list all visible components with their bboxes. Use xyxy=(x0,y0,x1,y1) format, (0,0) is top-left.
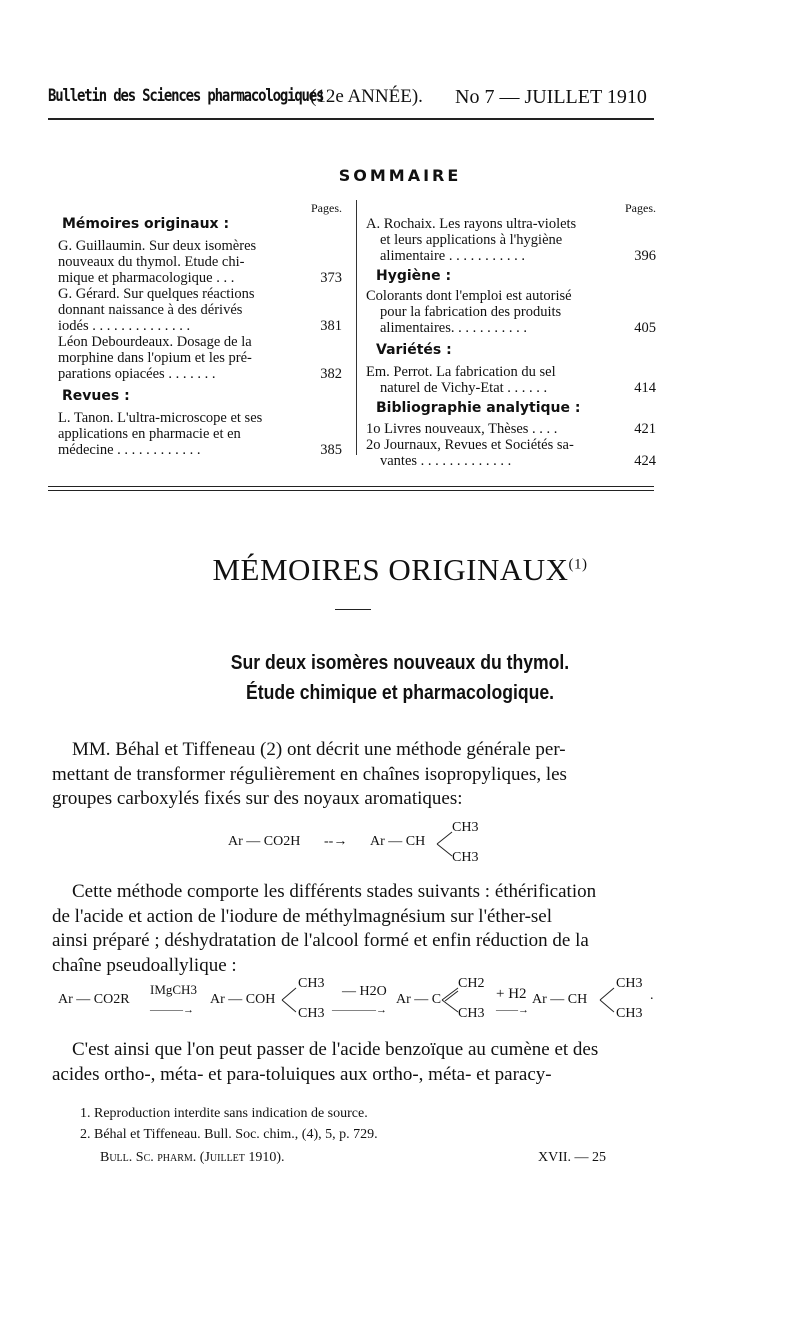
footer-citation: Bull. Sc. pharm. (Juillet 1910). xyxy=(100,1150,285,1165)
branch-bracket xyxy=(280,986,298,1014)
toc-entry: Léon Debourdeaux. Dosage de la morphine dans l'opium et les pré- parations opiacées . . . . . . . 382 xyxy=(58,334,342,382)
double-rule-bottom xyxy=(48,490,654,491)
toc-page: 424 xyxy=(634,453,656,469)
double-bond-bracket xyxy=(440,986,460,1014)
section-varietes: Variétés : xyxy=(376,342,452,358)
paragraph-2: Cette méthode comporte les différents stades suivants : éthérification de l'acide et action de l'iodure de méthylmagnésium sur l'éther-sel ainsi préparé ; déshydratation de l'alcool formé et enfin réduction de la chaîne pseudoallylique : xyxy=(52,881,597,976)
toc-page: 396 xyxy=(634,248,656,264)
branch-bracket xyxy=(598,986,616,1014)
toc-entry: Em. Perrot. La fabrication du sel naturel de Vichy-Etat . . . . . . 414 xyxy=(366,364,656,396)
section-memoires: Mémoires originaux : xyxy=(62,216,230,232)
arrow: ——→ xyxy=(496,1004,529,1016)
header-rule xyxy=(48,118,654,120)
journal-title: Bulletin des Sciences pharmacologiques xyxy=(48,86,324,106)
section-note: (1) xyxy=(568,556,588,573)
footer-page-signature: XVII. — 25 xyxy=(538,1150,607,1165)
journal-year: (12e ANNÉE). xyxy=(310,86,423,107)
section-revues: Revues : xyxy=(62,388,130,404)
toc-page: 421 xyxy=(634,421,656,437)
toc-page: 382 xyxy=(320,366,342,382)
sommaire-right-column xyxy=(366,200,656,469)
toc-page: 414 xyxy=(634,380,656,396)
paragraph-1: MM. Béhal et Tiffeneau (2) ont décrit une méthode générale per- mettant de transformer régulièrement en chaînes isopropyliques, les groupes carboxylés fixés sur des noyaux aromatiques: xyxy=(52,739,567,809)
issue-number: No 7 — JUILLET 1910 xyxy=(455,86,647,108)
branch-bracket xyxy=(434,830,454,858)
double-rule-top xyxy=(48,486,654,487)
arrow: ————→ xyxy=(332,1004,387,1016)
column-divider xyxy=(356,200,357,455)
toc-page: 381 xyxy=(320,318,342,334)
formula-2: Ar — CO2R IMgCH3 ———→ Ar — COH CH3 CH3 — H2O ————→ Ar — C CH2 CH3 + H2 ——→ Ar — CH CH3 CH3 . xyxy=(58,976,654,1021)
toc-entry: A. Rochaix. Les rayons ultra-violets et leurs applications à l'hygiène alimentaire . . . . . . . . . . . 396 xyxy=(366,216,656,264)
arrow: ———→ xyxy=(150,1004,194,1016)
section-title: MÉMOIRES ORIGINAUX$^{(1)}$ xyxy=(212,552,588,587)
toc-entry: 2o Journaux, Revues et Sociétés sa- vantes . . . . . . . . . . . . . 424 xyxy=(366,437,656,469)
footnote-2: 2. Béhal et Tiffeneau. Bull. Soc. chim., (4), 5, p. 729. xyxy=(80,1127,378,1142)
toc-page: 373 xyxy=(320,270,342,286)
footnote-1: 1. Reproduction interdite sans indication de source. xyxy=(80,1106,368,1121)
sommaire-left-column xyxy=(58,200,342,458)
toc-entry: Colorants dont l'emploi est autorisé pour la fabrication des produits alimentaires. . . . . . . . . . . 405 xyxy=(366,288,656,336)
toc-entry: G. Guillaumin. Sur deux isomères nouveaux du thymol. Etude chi- mique et pharmacologique . . . 373 xyxy=(58,238,342,286)
toc-entry: G. Gérard. Sur quelques réactions donnant naissance à des dérivés iodés . . . . . . . . . . . . . . 381 xyxy=(58,286,342,334)
toc-entry: L. Tanon. L'ultra-microscope et ses applications en pharmacie et en médecine . . . . . . . . . . . . 385 xyxy=(58,410,342,458)
section-hygiene: Hygiène : xyxy=(376,268,452,284)
section-bibliographie: Bibliographie analytique : xyxy=(376,400,581,416)
article-title-line1: Sur deux isomères nouveaux du thymol. xyxy=(230,652,570,674)
paragraph-3: C'est ainsi que l'on peut passer de l'acide benzoïque au cumène et des acides ortho-, méta- et para-toluiques aux ortho-, méta- et paracy- xyxy=(52,1039,599,1085)
toc-entry: 1o Livres nouveaux, Thèses . . . . 421 xyxy=(366,421,656,437)
sommaire-title: SOMMAIRE xyxy=(338,166,462,185)
toc-page: 405 xyxy=(634,320,656,336)
formula-end-dot: . xyxy=(650,988,654,1003)
pages-label-right: Pages. xyxy=(625,201,656,215)
pages-label-left: Pages. xyxy=(311,201,342,215)
title-rule xyxy=(335,609,371,610)
toc-page: 385 xyxy=(320,442,342,458)
formula-1: Ar — CO2H --→ Ar — CH CH3 CH3 xyxy=(228,820,479,865)
article-title-line2: Étude chimique et pharmacologique. xyxy=(245,682,555,704)
